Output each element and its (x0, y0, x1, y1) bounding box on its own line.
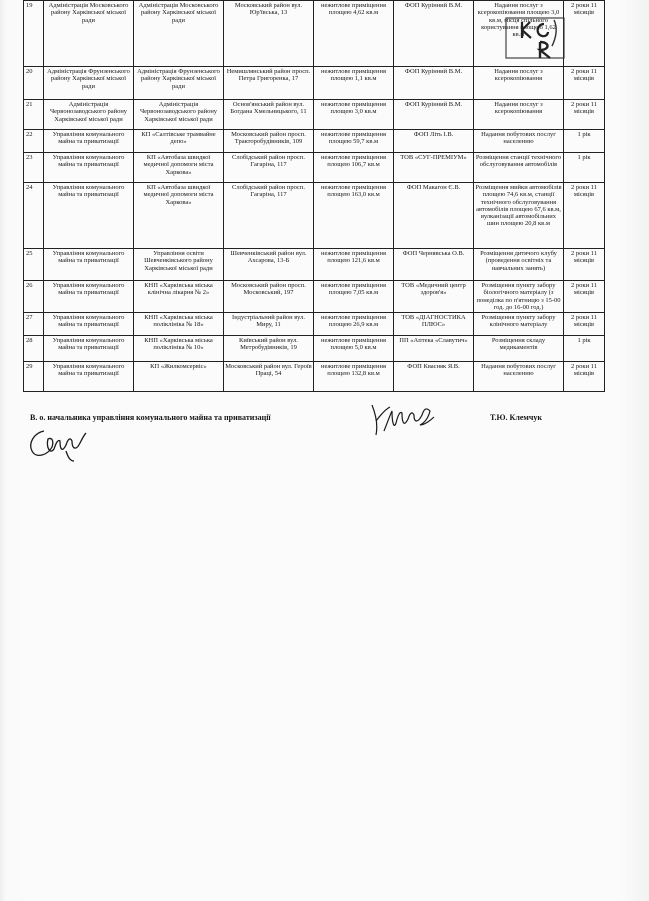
lessee-cell: ФОП Курінний В.М. (394, 1, 474, 67)
term-cell: 1 рік (564, 130, 605, 153)
term-cell: 1 рік (564, 336, 605, 362)
initials-mark (26, 425, 88, 463)
table-row (24, 336, 605, 362)
signatory-name: Т.Ю. Клемчук (490, 413, 542, 422)
row-number-cell: 19 (24, 1, 44, 67)
balance-holder-cell: Управління комунального майна та приватизації (44, 153, 134, 183)
institution-cell: Адміністрація Фрунзенського району Харківської міської ради (134, 67, 224, 100)
address-cell: Слобідський район просп. Гагаріна, 117 (224, 153, 314, 183)
institution-cell: Управління освіти Шевченківського району Харківської міської ради (134, 249, 224, 281)
institution-cell: КП «Салтівське трамвайне депо» (134, 130, 224, 153)
row-number-cell: 24 (24, 183, 44, 249)
balance-holder-cell: Управління комунального майна та приватизації (44, 249, 134, 281)
institution-cell: Адміністрація Червонозаводського району Харківської міської ради (134, 100, 224, 130)
purpose-cell: Надання побутових послуг населенню (474, 130, 564, 153)
address-cell: Індустріальний район вул. Миру, 11 (224, 313, 314, 336)
premises-cell: нежитлове приміщення площею 106,7 кв.м (314, 153, 394, 183)
row-number-cell: 28 (24, 336, 44, 362)
institution-cell: КНП «Харківська міська поліклініка № 18» (134, 313, 224, 336)
handwritten-signature (368, 401, 438, 439)
institution-cell: КП «Автобаза швидкої медичної допомоги міста Харкова» (134, 183, 224, 249)
purpose-cell: Надання послуг з ксерокопіювання (474, 67, 564, 100)
stamp-mark (504, 16, 566, 60)
row-number-cell: 25 (24, 249, 44, 281)
lessee-cell: ФОП Квасняк Я.В. (394, 362, 474, 392)
institution-cell: КП «Автобаза швидкої медичної допомоги міста Харкова» (134, 153, 224, 183)
purpose-cell: Розміщення пункту забору клінічного матеріалу (474, 313, 564, 336)
lessee-cell: ФОП Літь І.В. (394, 130, 474, 153)
purpose-cell: Розміщення дитячого клубу (проведення освітніх та навчальних занять) (474, 249, 564, 281)
address-cell: Основ'янський район вул. Богдана Хмельницького, 11 (224, 100, 314, 130)
premises-cell: нежитлове приміщення площею 163,0 кв.м (314, 183, 394, 249)
term-cell: 2 роки 11 місяців (564, 1, 605, 67)
term-cell: 2 роки 11 місяців (564, 183, 605, 249)
address-cell: Московський район вул. Героїв Праці, 54 (224, 362, 314, 392)
premises-cell: нежитлове приміщення площею 4,62 кв.м (314, 1, 394, 67)
address-cell: Немишлянський район просп. Петра Григоренка, 17 (224, 67, 314, 100)
premises-cell: нежитлове приміщення площею 5,0 кв.м (314, 336, 394, 362)
balance-holder-cell: Управління комунального майна та приватизації (44, 336, 134, 362)
purpose-cell: Розміщення станції технічного обслуговування автомобілів (474, 153, 564, 183)
balance-holder-cell: Управління комунального майна та приватизації (44, 313, 134, 336)
balance-holder-cell: Адміністрація Червонозаводського району Харківської міської ради (44, 100, 134, 130)
row-number-cell: 22 (24, 130, 44, 153)
lessee-cell: ПП «Аптека «Славутич» (394, 336, 474, 362)
balance-holder-cell: Управління комунального майна та приватизації (44, 362, 134, 392)
table-row (24, 130, 605, 153)
purpose-cell: Надання послуг з ксерокопіювання площею 3,0 кв.м, місця спільного користування площею 1,62 кв.м (474, 1, 564, 67)
table-row (24, 362, 605, 392)
premises-cell: нежитлове приміщення площею 26,9 кв.м (314, 313, 394, 336)
term-cell: 2 роки 11 місяців (564, 67, 605, 100)
table-row (24, 183, 605, 249)
row-number-cell: 21 (24, 100, 44, 130)
purpose-cell: Надання побутових послуг населенню (474, 362, 564, 392)
premises-cell: нежитлове приміщення площею 132,8 кв.м (314, 362, 394, 392)
lessee-cell: ФОП Макагон Є.В. (394, 183, 474, 249)
institution-cell: КНП «Харківська міська клінічна лікарня № 2» (134, 281, 224, 313)
table-row (24, 100, 605, 130)
purpose-cell: Розміщення складу медикаментів (474, 336, 564, 362)
term-cell: 1 рік (564, 153, 605, 183)
purpose-cell: Надання послуг з ксерокопіювання (474, 100, 564, 130)
balance-holder-cell: Адміністрація Фрунзенського району Харківської міської ради (44, 67, 134, 100)
row-number-cell: 26 (24, 281, 44, 313)
lessee-cell: ТОВ «ДІАГНОСТИКА ПЛЮС» (394, 313, 474, 336)
address-cell: Шевченківський район вул. Ахсарова, 13-Б (224, 249, 314, 281)
term-cell: 2 роки 11 місяців (564, 362, 605, 392)
purpose-cell: Розміщення мийки автомобілів площею 74,6 кв.м, станції технічного обслуговування автомобілів площею 67,6 кв.м, вулканізації автомобільних шин площею 20,8 кв.м (474, 183, 564, 249)
signatory-title: В. о. начальника управління комунального майна та приватизації (30, 413, 271, 422)
balance-holder-cell: Управління комунального майна та приватизації (44, 281, 134, 313)
address-cell: Московський район вул. Юр'ївська, 13 (224, 1, 314, 67)
table-row (24, 281, 605, 313)
table-row (24, 67, 605, 100)
address-cell: Московський район просп. Тракторобудівників, 109 (224, 130, 314, 153)
premises-cell: нежитлове приміщення площею 1,1 кв.м (314, 67, 394, 100)
row-number-cell: 23 (24, 153, 44, 183)
premises-cell: нежитлове приміщення площею 121,6 кв.м (314, 249, 394, 281)
term-cell: 2 роки 11 місяців (564, 249, 605, 281)
address-cell: Слобідський район просп. Гагаріна, 117 (224, 183, 314, 249)
lessee-cell: ТОВ «СУГ-ПРЕМІУМ» (394, 153, 474, 183)
institution-cell: КП «Жилкомсервіс» (134, 362, 224, 392)
term-cell: 2 роки 11 місяців (564, 281, 605, 313)
term-cell: 2 роки 11 місяців (564, 313, 605, 336)
balance-holder-cell: Управління комунального майна та приватизації (44, 130, 134, 153)
lessee-cell: ФОП Курінний В.М. (394, 67, 474, 100)
purpose-cell: Розміщення пункту забору біологічного матеріалу (з понеділка по п'ятницю з 15-00 год. до 16-00 год.) (474, 281, 564, 313)
balance-holder-cell: Управління комунального майна та приватизації (44, 183, 134, 249)
premises-cell: нежитлове приміщення площею 59,7 кв.м (314, 130, 394, 153)
table-row (24, 153, 605, 183)
table-row (24, 313, 605, 336)
lessee-cell: ТОВ «Медичний центр здоров'я» (394, 281, 474, 313)
row-number-cell: 29 (24, 362, 44, 392)
premises-cell: нежитлове приміщення площею 3,0 кв.м (314, 100, 394, 130)
table-row (24, 249, 605, 281)
row-number-cell: 27 (24, 313, 44, 336)
premises-cell: нежитлове приміщення площею 7,05 кв.м (314, 281, 394, 313)
address-cell: Київський район вул. Метробудівників, 19 (224, 336, 314, 362)
institution-cell: КНП «Харківська міська поліклініка № 10» (134, 336, 224, 362)
balance-holder-cell: Адміністрація Московського району Харківської міської ради (44, 1, 134, 67)
lessee-cell: ФОП Курінний В.М. (394, 100, 474, 130)
lessee-cell: ФОП Чернявська О.В. (394, 249, 474, 281)
row-number-cell: 20 (24, 67, 44, 100)
term-cell: 2 роки 11 місяців (564, 100, 605, 130)
institution-cell: Адміністрація Московського району Харківської міської ради (134, 1, 224, 67)
address-cell: Московський район просп. Московський, 197 (224, 281, 314, 313)
